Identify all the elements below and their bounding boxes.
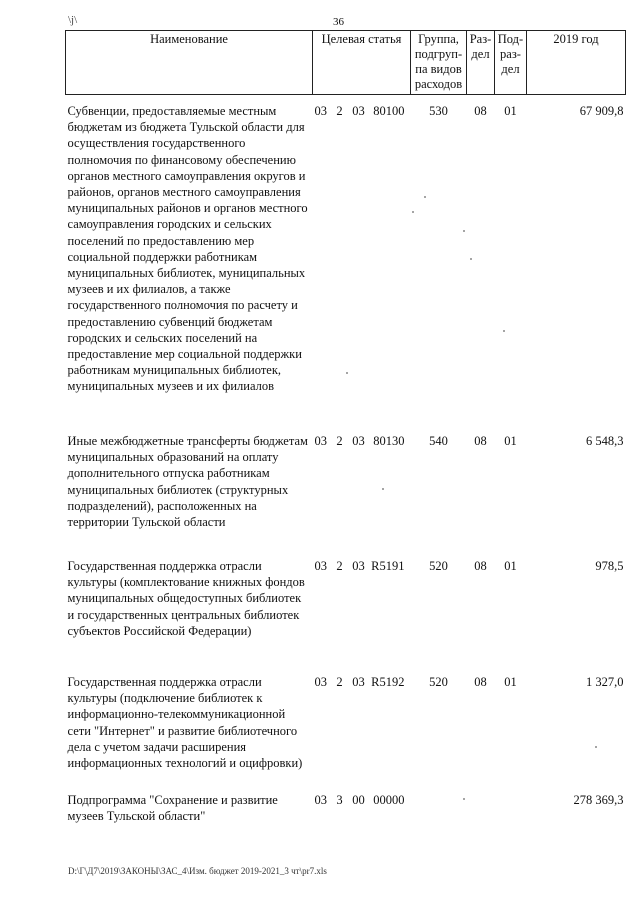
- article-measure: 03: [352, 559, 365, 573]
- scan-speck: [382, 488, 384, 490]
- header-subsection: Под-раз-дел: [495, 31, 527, 95]
- header-year: 2019 год: [527, 31, 626, 95]
- scan-speck: [424, 196, 426, 198]
- row-name: Государственная поддержка отрасли культуры (комплектование книжных фондов муниципальных общедоступных библиотек и государственных центральных библиотек субъектов Российской Федерации): [67, 559, 305, 638]
- table-row: [66, 95, 626, 434]
- row-target-article: [313, 558, 411, 674]
- article-measure: 03: [352, 675, 365, 689]
- row-name: Государственная поддержка отрасли культуры (подключение библиотек к информационно-телекоммуникационной сети "Интернет" и развитие библиотечного дела с учетом задачи расширения информационных технологий и оцифровки): [67, 675, 303, 771]
- article-subprogram: 2: [336, 434, 343, 448]
- table-header-row: [66, 31, 626, 95]
- budget-table: [65, 30, 626, 832]
- row-target-article: [313, 792, 411, 832]
- row-amount: 67 909,8: [579, 104, 624, 118]
- article-measure: 03: [352, 104, 365, 118]
- row-section: [467, 792, 495, 832]
- article-subprogram: 2: [336, 559, 343, 573]
- table-row: [66, 674, 626, 792]
- row-group: 540: [429, 434, 448, 448]
- article-program: 03: [314, 793, 327, 807]
- row-target-article: [313, 95, 411, 434]
- header-target-article: Целевая статья: [313, 31, 411, 95]
- scan-speck: [463, 230, 465, 232]
- header-name: Наименование: [66, 31, 313, 95]
- row-name: Подпрограмма "Сохранение и развитие музеев Тульской области": [67, 793, 278, 824]
- row-subsection: [495, 792, 527, 832]
- scan-speck: [412, 211, 414, 213]
- row-section: 08: [474, 675, 487, 689]
- article-direction: 00000: [373, 793, 405, 807]
- table-row: [66, 792, 626, 832]
- row-subsection: 01: [504, 434, 517, 448]
- header-section: Раз-дел: [467, 31, 495, 95]
- scan-speck: [470, 258, 472, 260]
- article-program: 03: [314, 104, 327, 118]
- row-subsection: 01: [504, 675, 517, 689]
- row-group: [411, 792, 467, 832]
- scan-speck: [595, 746, 597, 748]
- row-group: 530: [429, 104, 448, 118]
- row-section: 08: [474, 434, 487, 448]
- article-subprogram: 3: [336, 793, 343, 807]
- scan-speck: [503, 330, 505, 332]
- row-group: 520: [429, 675, 448, 689]
- row-amount: 978,5: [595, 559, 624, 573]
- row-subsection: 01: [504, 104, 517, 118]
- article-subprogram: 2: [336, 675, 343, 689]
- row-name: Иные межбюджетные трансферты бюджетам муниципальных образований на оплату дополнительного отпуска работникам муниципальных библиотек (структурных подразделений), расположенных на территории Тульской области: [67, 434, 308, 530]
- footer-file-path: D:\Г\Д7\2019\ЗАКОНЫ\ЗАС_4\Изм. бюджет 2019-2021_3 чт\pr7.xls: [68, 866, 327, 876]
- row-group: 520: [429, 559, 448, 573]
- article-measure: 00: [352, 793, 365, 807]
- row-amount: 278 369,3: [573, 793, 624, 807]
- header-group: Группа, подгруп-па видов расходов: [411, 31, 467, 95]
- corner-mark: \j\: [68, 14, 78, 26]
- table-row: [66, 433, 626, 558]
- article-program: 03: [314, 675, 327, 689]
- page-number: 36: [333, 16, 344, 28]
- article-direction: R5192: [371, 675, 405, 689]
- row-amount: 6 548,3: [586, 434, 624, 448]
- article-program: 03: [314, 434, 327, 448]
- article-measure: 03: [352, 434, 365, 448]
- scan-speck: [346, 372, 348, 374]
- article-program: 03: [314, 559, 327, 573]
- table-row: [66, 558, 626, 674]
- article-direction: 80130: [373, 434, 405, 448]
- row-target-article: [313, 674, 411, 792]
- article-direction: 80100: [373, 104, 405, 118]
- scan-speck: [463, 798, 465, 800]
- row-section: 08: [474, 559, 487, 573]
- row-amount: 1 327,0: [586, 675, 624, 689]
- row-subsection: 01: [504, 559, 517, 573]
- article-subprogram: 2: [336, 104, 343, 118]
- article-direction: R5191: [371, 559, 405, 573]
- row-target-article: [313, 433, 411, 558]
- row-name: Субвенции, предоставляемые местным бюджетам из бюджета Тульской области для осуществления государственного полномочия по финансовому обеспечению органов местного самоуправления округов и районов, органов местного самоуправления муниципальных районов и органов местного самоуправления городских и сельских поселений по предоставлению мер социальной поддержки работникам муниципальных библиотек, муниципальных музеев и их филиалов, а также государственного полномочия по расчету и предоставлению субвенций бюджетам городских и сельских поселений на предоставление мер социальной поддержки работникам муниципальных библиотек, муниципальных музеев и их филиалов: [67, 104, 308, 394]
- row-section: 08: [474, 104, 487, 118]
